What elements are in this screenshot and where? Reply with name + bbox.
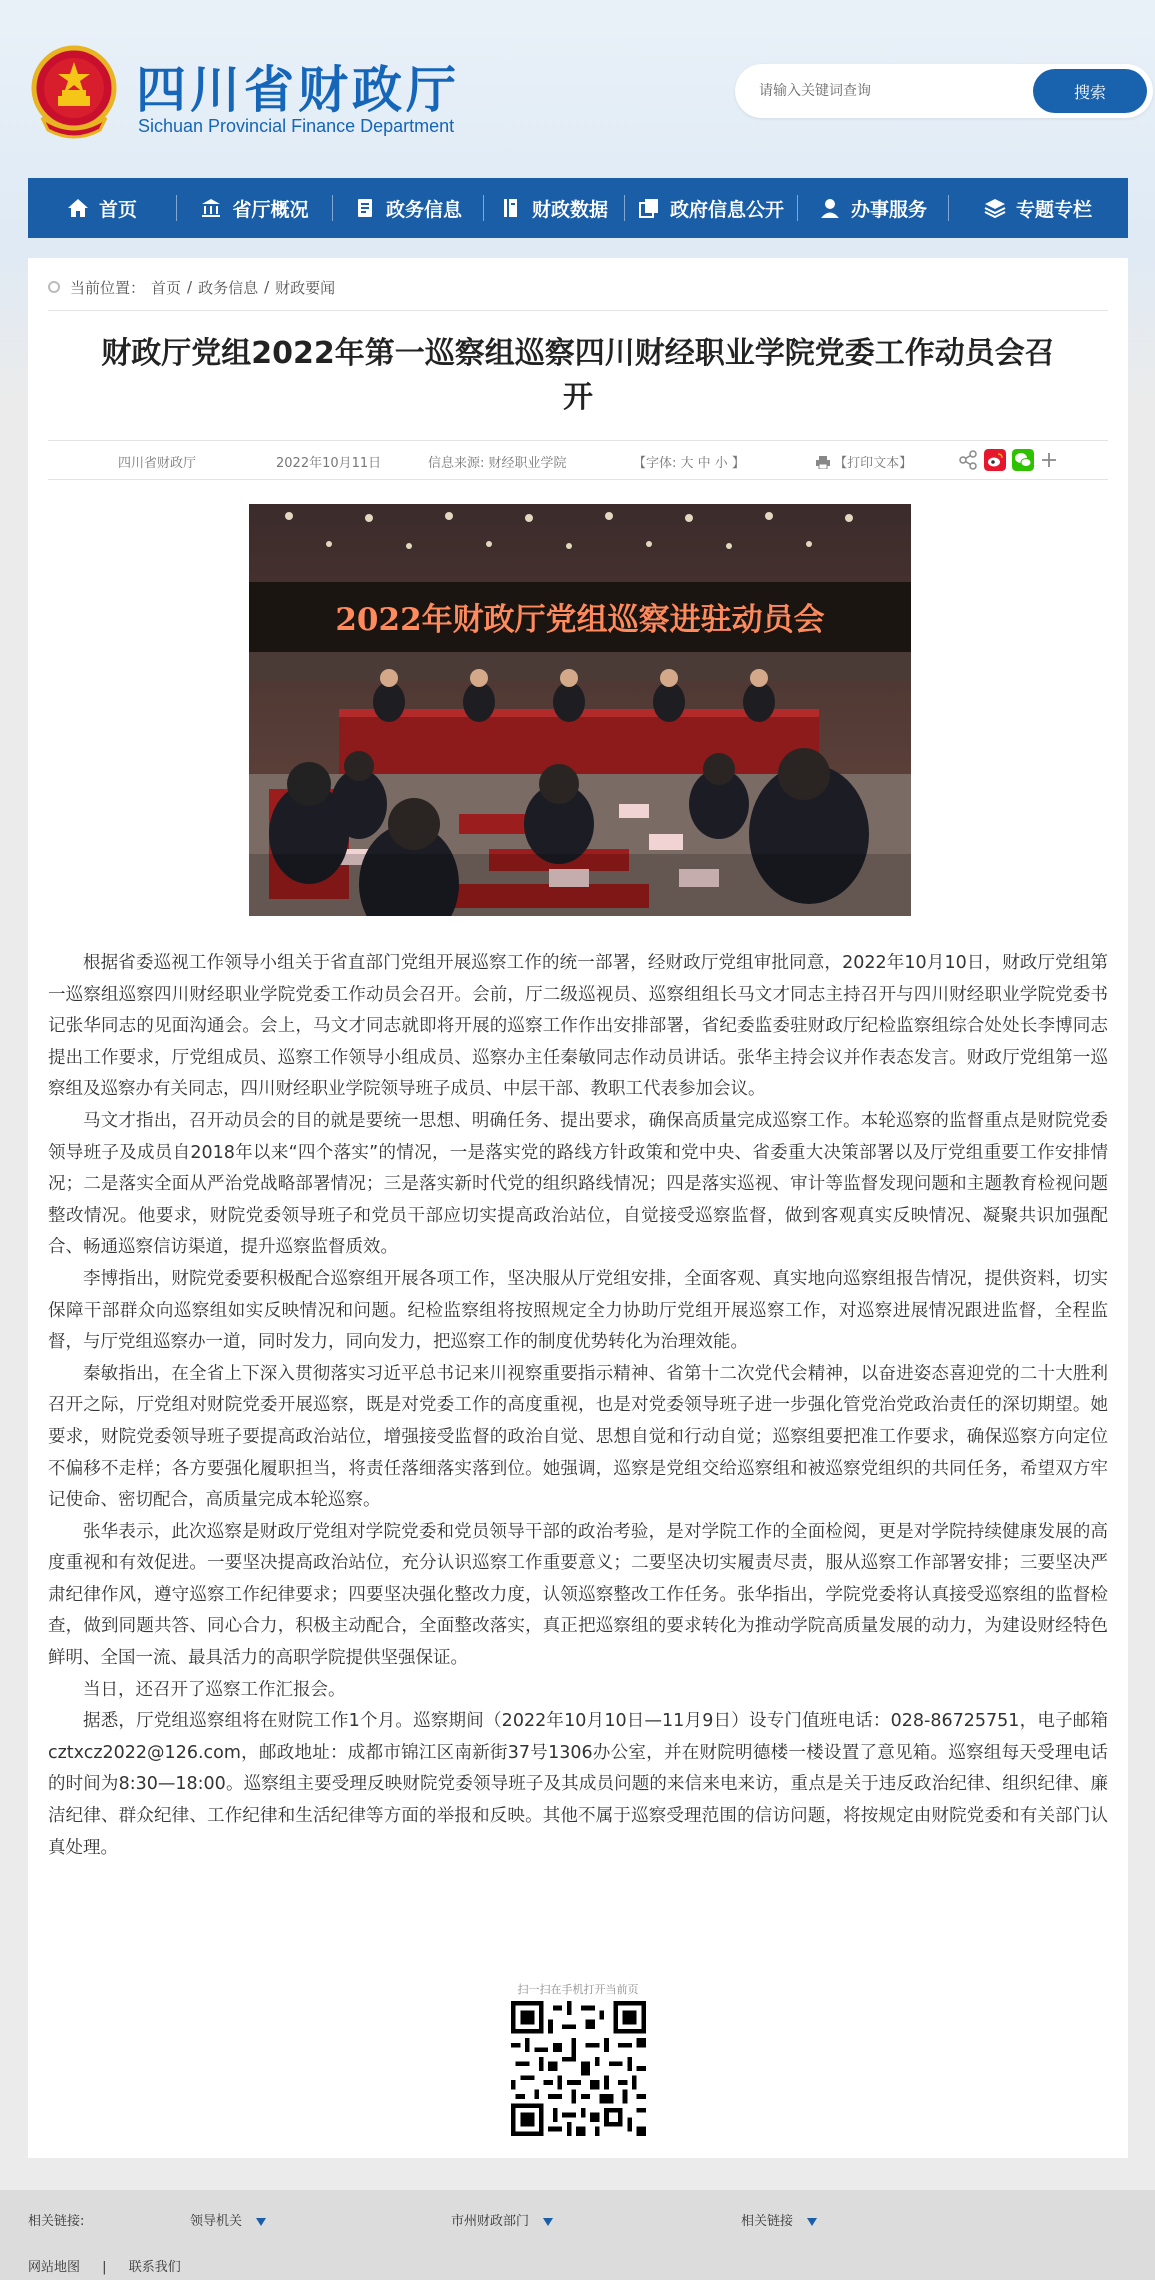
location-icon — [48, 281, 60, 293]
document-icon — [354, 197, 376, 219]
breadcrumb-link-home[interactable]: 首页 — [151, 278, 182, 297]
search-input[interactable] — [759, 64, 1019, 118]
font-size-controls[interactable]: 【字体: 大 中 小 】 — [633, 456, 745, 471]
share-bar — [958, 449, 1058, 471]
footer-separator: | — [102, 2260, 107, 2275]
dropdown-leadership[interactable] — [190, 2210, 266, 2229]
site-header — [28, 40, 1128, 150]
wechat-icon[interactable] — [1012, 449, 1034, 471]
article-photo — [249, 504, 911, 916]
breadcrumb-separator: / — [264, 278, 270, 296]
article-meta — [48, 440, 1108, 480]
article-paragraph: 秦敏指出，在全省上下深入贯彻落实习近平总书记来川视察重要指示精神、省第十二次党代会精神，以奋进姿态喜迎党的二十大胜利召开之际，厅党组对财院党委开展巡察，既是对党委工作的高度重视，也是对党委领导班子进一步强化管党治党政治责任的深切期望。她要求，财院党委领导班子要提高政治站位，增强接受监督的政治自觉、思想自觉和行动自觉；巡察组要把准工作要求，确保巡察方向定位不偏移不走样；各方要强化履职担当，将责任落细落实落到位。她强调，巡察是党组交给巡察组和被巡察党组织的共同任务，希望双方牢记使命、密切配合，高质量完成本轮巡察。 — [48, 1363, 1108, 1511]
dropdown-label: 市州财政部门 — [451, 2214, 530, 2229]
nav-item-home[interactable] — [28, 178, 176, 238]
nav-label: 专题专栏 — [1015, 198, 1092, 221]
meeting-photo — [249, 504, 911, 916]
article-paragraph: 当日，还召开了巡察工作汇报会。 — [83, 1679, 346, 1700]
nav-label: 财政数据 — [531, 198, 608, 221]
nav-item-special-topics[interactable] — [949, 178, 1127, 238]
nav-label: 政府信息公开 — [669, 198, 784, 221]
photo-banner-text: 2022年财政厅党组巡察进驻动员会 — [335, 602, 825, 638]
layers-icon — [984, 197, 1006, 219]
national-emblem-icon — [28, 44, 120, 140]
chevron-down-icon — [256, 2218, 266, 2226]
nav-item-government-info[interactable] — [333, 178, 483, 238]
person-icon — [819, 197, 841, 219]
share-icon[interactable] — [958, 450, 978, 470]
sitemap-link[interactable]: 网站地图 — [28, 2260, 81, 2275]
qr-code-icon — [511, 2001, 646, 2136]
breadcrumb-link-government-info[interactable]: 政务信息 — [198, 278, 259, 297]
home-icon — [67, 197, 89, 219]
related-links-label: 相关链接: — [28, 2214, 85, 2229]
bottom-links — [28, 2256, 199, 2275]
copy-icon — [638, 197, 660, 219]
nav-label: 首页 — [98, 198, 137, 221]
article-paragraph: 李博指出，财院党委要积极配合巡察组开展各项工作，坚决服从厅党组安排，全面客观、真实地向巡察组报告情况，提供资料，切实保障干部群众向巡察组如实反映情况和问题。纪检监察组将按照规定全力协助厅党组开展巡察工作，对巡察进展情况跟进监督，全程监督，与厅党组巡察办一道，同时发力，同向发力，把巡察工作的制度优势转化为治理效能。 — [48, 1268, 1108, 1353]
nav-label: 省厅概况 — [232, 198, 309, 221]
main-nav — [28, 178, 1128, 238]
contact-link[interactable]: 联系我们 — [128, 2260, 181, 2275]
site-title: 四川省财政厅 — [136, 61, 460, 119]
site-footer — [0, 2190, 1155, 2280]
printer-icon — [816, 456, 830, 469]
article-paragraph: 据悉，厅党组巡察组将在财院工作1个月。巡察期间（2022年10月10日—11月9日）设专门值班电话：028-86725751，电子邮箱cztxcz2022@126.com，邮政地址：成都市锦江区南新街37号1306办公室，并在财院明德楼一楼设置了意见箱。巡察组每天受理电话的时间为8:30—18:00。巡察组主要受理反映财院党委领导班子及其成员问题的来信来电来访，重点是关于违反政治纪律、组织纪律、廉洁纪律、群众纪律、工作纪律和生活纪律等方面的举报和反映。其他不属于巡察受理范围的信访问题，将按规定由财院党委和有关部门认真处理。 — [48, 1711, 1108, 1858]
site-subtitle: Sichuan Provincial Finance Department — [138, 116, 455, 136]
dropdown-label: 领导机关 — [190, 2214, 243, 2229]
search-button[interactable]: 搜索 — [1033, 69, 1147, 113]
qr-label: 扫一扫在手机打开当前页 — [517, 1983, 639, 1996]
meta-date: 2022年10月11日 — [276, 456, 382, 471]
weibo-icon[interactable] — [984, 449, 1006, 471]
building-icon — [200, 197, 222, 219]
dropdown-related-links[interactable] — [741, 2210, 817, 2229]
dropdown-city-finance[interactable] — [451, 2210, 553, 2229]
nav-item-services[interactable] — [798, 178, 948, 238]
nav-item-info-disclosure[interactable] — [625, 178, 797, 238]
article-paragraph: 根据省委巡视工作领导小组关于省直部门党组开展巡察工作的统一部署，经财政厅党组审批同意，2022年10月10日，财政厅党组第一巡察组巡察四川财经职业学院党委工作动员会召开。会前，厅二级巡视员、巡察组组长马文才同志主持召开与四川财经职业学院党委书记张华同志的见面沟通会。会上，马文才同志就即将开展的巡察工作作出安排部署，省纪委监委驻财政厅纪检监察组综合处处长李博同志提出工作要求，厅党组成员、巡察工作领导小组成员、巡察办主任秦敏同志作动员讲话。张华主持会议并作表态发言。财政厅党组第一巡察组及巡察办有关同志，四川财经职业学院领导班子成员、中层干部、教职工代表参加会议。 — [48, 953, 1108, 1100]
print-button[interactable] — [816, 452, 912, 471]
breadcrumb-link-finance-news[interactable]: 财政要闻 — [275, 278, 336, 297]
chevron-down-icon — [543, 2218, 553, 2226]
nav-label: 政务信息 — [385, 198, 462, 221]
nav-label: 办事服务 — [850, 198, 927, 221]
article-body — [48, 948, 1108, 1864]
content-card — [28, 258, 1128, 2158]
qr-code-block — [503, 1981, 653, 2140]
breadcrumb — [48, 272, 341, 302]
article-title: 财政厅党组2022年第一巡察组巡察四川财经职业学院党委工作动员会召开 — [101, 336, 1055, 415]
article-paragraph: 张华表示，此次巡察是财政厅党组对学院党委和党员领导干部的政治考验，是对学院工作的全面检阅，更是对学院持续健康发展的高度重视和有效促进。一要坚决提高政治站位，充分认识巡察工作重要意义；二要坚决切实履责尽责，服从巡察工作部署安排；三要坚决严肃纪律作风，遵守巡察工作纪律要求；四要坚决强化整改力度，认领巡察整改工作任务。张华指出，学院党委将认真接受巡察组的监督检查，做到同题共答、同心合力，积极主动配合，全面整改落实，真正把巡察组的要求转化为推动学院高质量发展的动力，为建设财经特色鲜明、全国一流、最具活力的高职学院提供坚强保证。 — [48, 1521, 1108, 1669]
divider — [48, 310, 1108, 311]
print-label: 【打印文本】 — [834, 456, 913, 471]
nav-item-finance-data[interactable] — [484, 178, 624, 238]
dropdown-label: 相关链接 — [741, 2214, 794, 2229]
book-icon — [500, 197, 522, 219]
chevron-down-icon — [807, 2218, 817, 2226]
breadcrumb-prefix: 当前位置： — [70, 278, 146, 297]
search-box — [735, 64, 1153, 118]
meta-source: 信息来源: 财经职业学院 — [428, 456, 567, 471]
breadcrumb-separator: / — [187, 278, 193, 296]
article-paragraph: 马文才指出，召开动员会的目的就是要统一思想、明确任务、提出要求，确保高质量完成巡察工作。本轮巡察的监督重点是财院党委领导班子及成员自2018年以来“四个落实”的情况，一是落实党的路线方针政策和党中央、省委重大决策部署以及厅党组重要工作安排情况；二是落实全面从严治党战略部署情况；三是落实新时代党的组织路线情况；四是落实巡视、审计等监督发现问题和主题教育检视问题整改情况。他要求，财院党委领导班子和党员干部应切实提高政治站位，自觉接受巡察监督，做到客观真实反映情况、凝聚共识加强配合、畅通巡察信访渠道，提升巡察监督质效。 — [48, 1110, 1108, 1258]
meta-publisher: 四川省财政厅 — [118, 456, 197, 471]
related-links-row — [28, 2210, 1128, 2234]
plus-icon[interactable] — [1040, 451, 1058, 469]
nav-item-overview[interactable] — [177, 178, 332, 238]
